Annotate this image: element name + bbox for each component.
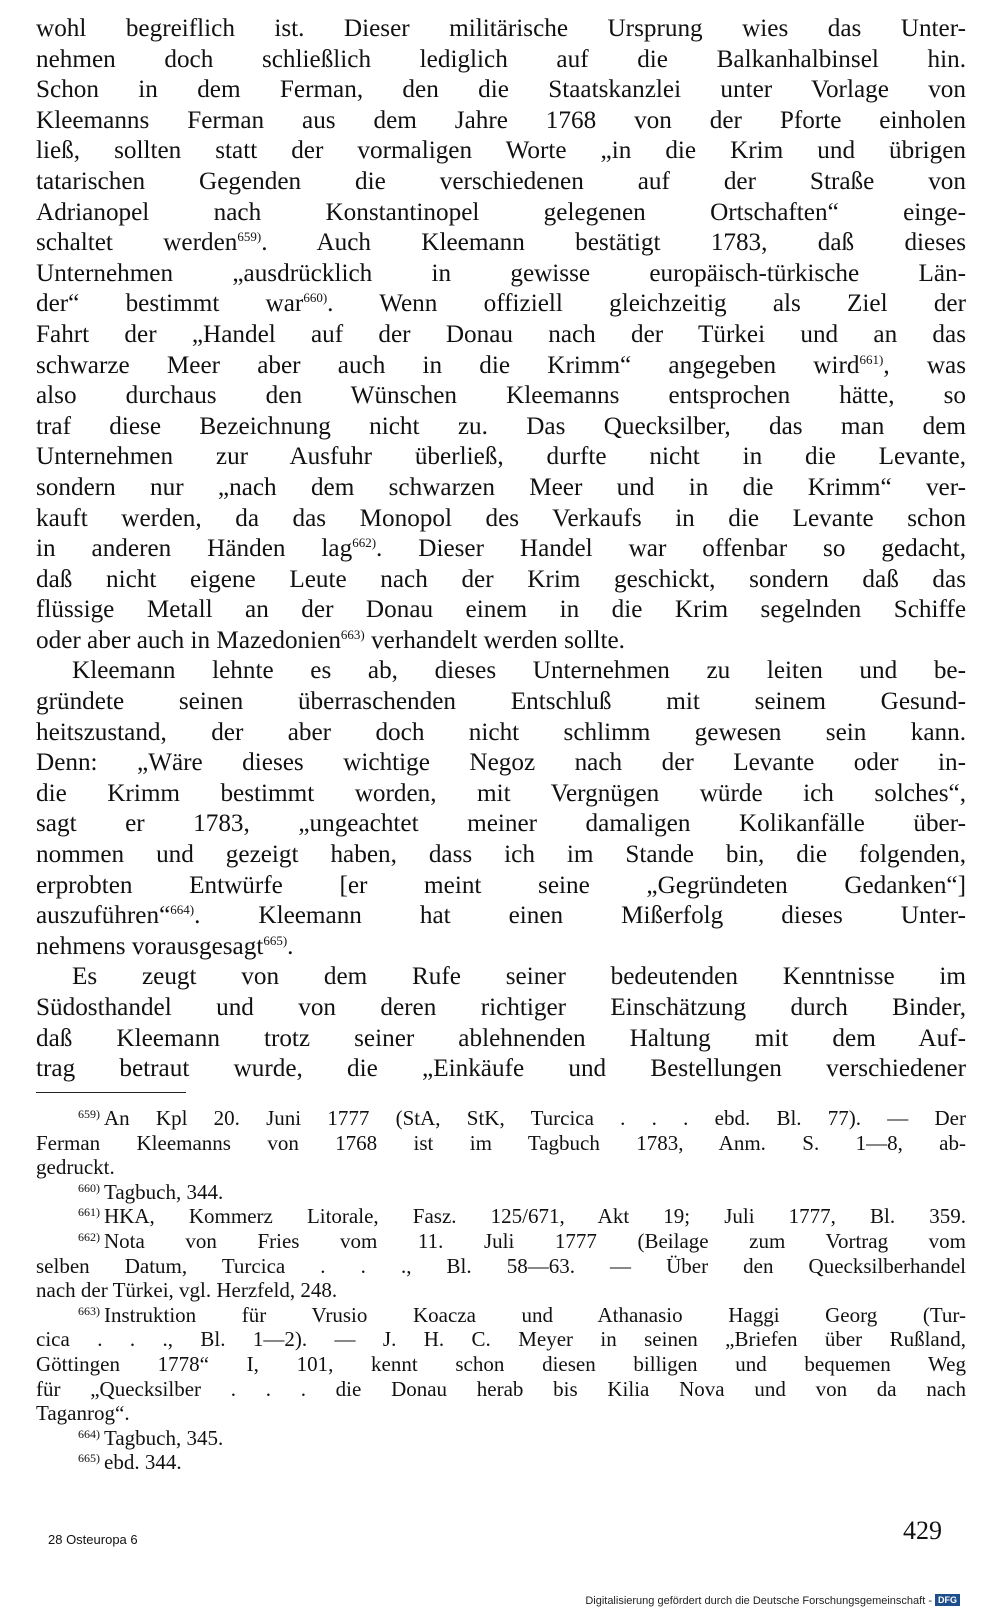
- footnote-number: 659): [78, 1107, 100, 1121]
- text-line: schaltet werden$^{659)}$. Auch Kleemann bestätigt 1783, daß dieses: [36, 229, 966, 257]
- text-line: Denn: „Wäre dieses wichtige Negoz nach der Levante oder in-: [36, 749, 966, 777]
- footnote-ref: 664): [170, 902, 195, 918]
- footnote-line: gedruckt.: [36, 1155, 115, 1180]
- footnote-ref: 660): [303, 290, 328, 306]
- text-line: daß nicht eigene Leute nach der Krim geschickt, sondern daß das: [36, 565, 966, 593]
- footnote-ref: 665): [263, 932, 288, 948]
- text-line: heitszustand, der aber doch nicht schlimm gewesen sein kann.: [36, 718, 966, 746]
- text-line: daß Kleemann trotz seiner ablehnenden Haltung mit dem Auf-: [36, 1024, 966, 1052]
- footnote-line: $^{663)}$ Instruktion für Vrusio Koacza und Athanasio Haggi Georg (Tur-: [78, 1302, 966, 1327]
- footnote-line: $^{659)}$ An Kpl 20. Juni 1777 (StA, StK, Turcica . . . ebd. Bl. 77). — Der: [78, 1106, 966, 1130]
- text-line: flüssige Metall an der Donau einem in die Krim segelnden Schiffe: [36, 596, 966, 624]
- text-line: traf diese Bezeichnung nicht zu. Das Quecksilber, das man dem: [36, 412, 966, 440]
- text-line: gründete seinen überraschenden Entschluß mit seinem Gesund-: [36, 688, 966, 716]
- footnotes: [36, 1106, 966, 1475]
- text-line: Adrianopel nach Konstantinopel gelegenen Ortschaften“ einge-: [36, 198, 966, 226]
- dfg-logo: DFG: [935, 1594, 960, 1606]
- text-line: oder aber auch in Mazedonien$^{663)}$ verhandelt werden sollte.: [36, 626, 625, 654]
- credit-text: Digitalisierung gefördert durch die Deutsche Forschungsgemeinschaft -: [585, 1595, 932, 1607]
- text-line: Kleemann lehnte es ab, dieses Unternehmen zu leiten und be-: [72, 657, 966, 685]
- footnote-ref: 662): [352, 535, 377, 551]
- footnote-line: cica . . ., Bl. 1—2). — J. H. C. Meyer in seinen „Briefen über Rußland,: [36, 1327, 966, 1352]
- footnote-line: $^{660)}$ Tagbuch, 344.: [78, 1179, 224, 1204]
- text-line: nehmens vorausgesagt$^{665)}$.: [36, 932, 294, 960]
- footnote-number: 665): [78, 1451, 100, 1466]
- footnote-line: $^{661)}$ HKA, Kommerz Litorale, Fasz. 125/671, Akt 19; Juli 1777, Bl. 359.: [78, 1204, 966, 1229]
- footnote-line: $^{664)}$ Tagbuch, 345.: [78, 1425, 224, 1450]
- text-line: Südosthandel und von deren richtiger Einschätzung durch Binder,: [36, 994, 966, 1021]
- text-line: wohl begreiflich ist. Dieser militärische Ursprung wies das Unter-: [36, 15, 966, 42]
- text-line: Es zeugt von dem Rufe seiner bedeutenden Kenntnisse im: [72, 963, 966, 991]
- text-line: auszuführen“$^{664)}$. Kleemann hat einen Mißerfolg dieses Unter-: [36, 902, 966, 930]
- footnote-ref: 659): [237, 229, 262, 245]
- footnote-line: selben Datum, Turcica . . ., Bl. 58—63. — Über den Quecksilberhandel: [36, 1253, 966, 1278]
- main-text: [36, 14, 966, 1085]
- text-line: Fahrt der „Handel auf der Donau nach der Türkei und an das: [36, 320, 966, 348]
- digitization-credit: [585, 1594, 960, 1607]
- page-number: 429: [903, 1516, 942, 1545]
- footnote-number: 661): [78, 1205, 100, 1220]
- text-line: also durchaus den Wünschen Kleemanns entsprochen hätte, so: [36, 382, 966, 410]
- footnote-ref: 663): [340, 626, 365, 642]
- footnote-line: Göttingen 1778“ I, 101, kennt schon diesen billigen und bequemen Weg: [36, 1351, 966, 1376]
- footnote-line: nach der Türkei, vgl. Herzfeld, 248.: [36, 1278, 338, 1303]
- text-line: in anderen Händen lag$^{662)}$. Dieser Handel war offenbar so gedacht,: [36, 535, 966, 563]
- footnote-line: Ferman Kleemanns von 1768 ist im Tagbuch 1783, Anm. S. 1—8, ab-: [36, 1130, 966, 1155]
- footnote-line: Taganrog“.: [36, 1401, 130, 1426]
- text-line: nehmen doch schließlich lediglich auf die Balkanhalbinsel hin.: [36, 45, 966, 73]
- text-line: sagt er 1783, „ungeachtet meiner damaligen Kolikanfälle über-: [36, 810, 966, 838]
- footnote-line: $^{665)}$ ebd. 344.: [78, 1450, 182, 1475]
- text-line: ließ, sollten statt der vormaligen Worte „in die Krim und übrigen: [36, 137, 966, 165]
- text-line: sondern nur „nach dem schwarzen Meer und in die Krimm“ ver-: [36, 473, 966, 501]
- text-line: Schon in dem Ferman, den die Staatskanzlei unter Vorlage von: [36, 76, 966, 104]
- text-line: schwarze Meer aber auch in die Krimm“ angegeben wird$^{661)}$, was: [36, 351, 966, 379]
- footnote-number: 664): [78, 1426, 100, 1441]
- text-line: nommen und gezeigt haben, dass ich im Stande bin, die folgenden,: [36, 841, 966, 869]
- text-line: die Krimm bestimmt worden, mit Vergnügen würde ich solches“,: [36, 779, 966, 807]
- text-line: der“ bestimmt war$^{660)}$. Wenn offiziell gleichzeitig als Ziel der: [36, 290, 966, 318]
- printer-signature: 28 Osteuropa 6: [48, 1532, 138, 1547]
- text-line: Unternehmen „ausdrücklich in gewisse europäisch-türkische Län-: [36, 259, 966, 287]
- footnote-number: 660): [78, 1180, 100, 1195]
- text-line: Unternehmen zur Ausfuhr überließ, durfte nicht in die Levante,: [36, 443, 966, 471]
- text-line: tatarischen Gegenden die verschiedenen auf der Straße von: [36, 167, 966, 195]
- text-line: trag betraut wurde, die „Einkäufe und Bestellungen verschiedener: [36, 1055, 966, 1083]
- text-line: Kleemanns Ferman aus dem Jahre 1768 von der Pforte einholen: [36, 106, 966, 134]
- footnote-separator: [36, 1092, 186, 1093]
- text-line: erprobten Entwürfe [er meint seine „Gegründeten Gedanken“]: [36, 871, 966, 899]
- footnote-ref: 661): [859, 351, 884, 367]
- text-line: kauft werden, da das Monopol des Verkaufs in die Levante schon: [36, 504, 966, 532]
- footnote-number: 662): [78, 1229, 100, 1244]
- footnote-number: 663): [78, 1303, 100, 1318]
- footnote-line: für „Quecksilber . . . die Donau herab bis Kilia Nova und von da nach: [36, 1376, 966, 1401]
- footnote-line: $^{662)}$ Nota von Fries vom 11. Juli 1777 (Beilage zum Vortrag vom: [78, 1228, 966, 1253]
